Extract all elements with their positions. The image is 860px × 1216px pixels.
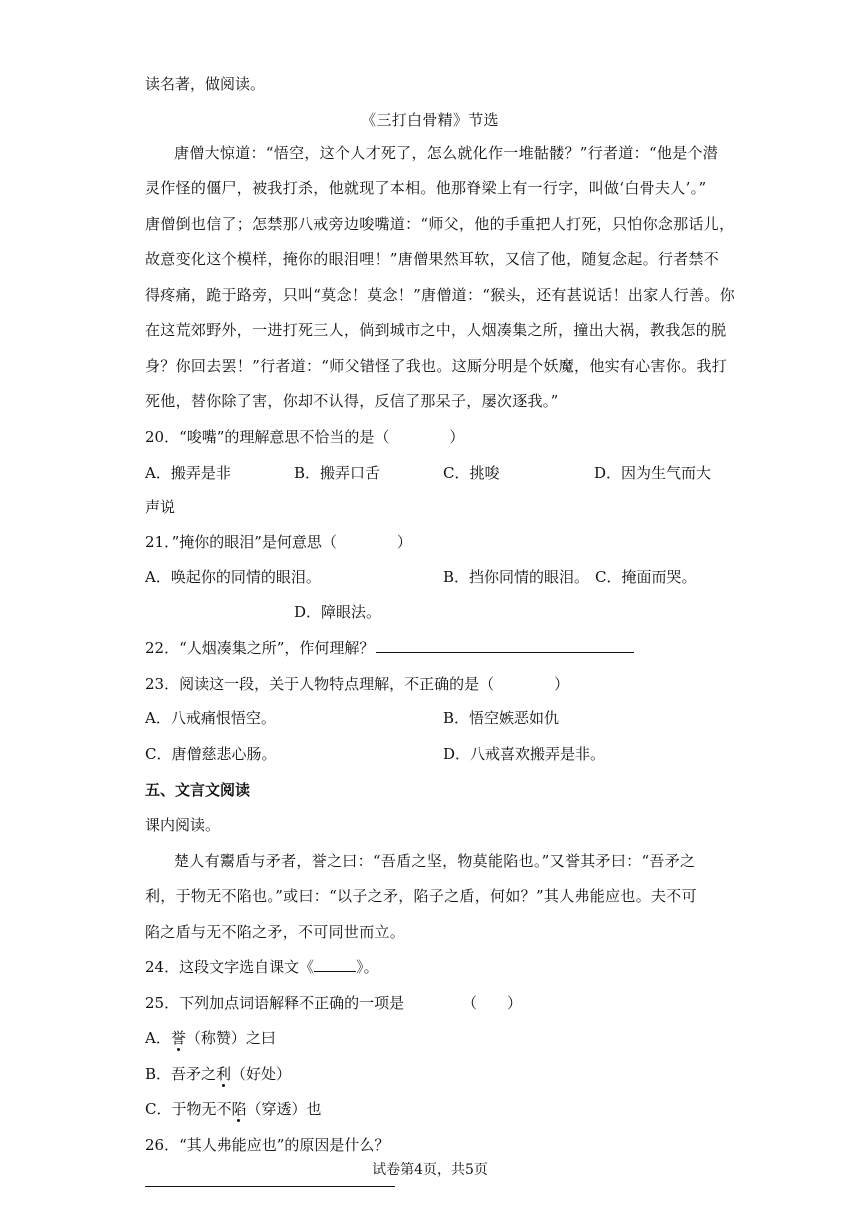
q20-option-d[interactable]: D．因为生气而大 (594, 464, 712, 482)
q23-option-c[interactable]: C．唐僧慈悲心肠。 (145, 745, 277, 763)
page-footer: 试卷第4页，共5页 (372, 1162, 488, 1178)
passage-line: 灵作怪的僵尸，被我打杀，他就现了本相。他那脊梁上有一行字，叫做‘白骨夫人’。” (145, 179, 707, 197)
passage-title: 《三打白骨精》节选 (361, 111, 499, 129)
q24-answer-blank[interactable] (314, 957, 356, 972)
q21-option-a[interactable]: A．唤起你的同情的眼泪。 (145, 568, 321, 586)
section-5-heading: 五、文言文阅读 (145, 781, 251, 799)
passage-line: 故意变化这个模样，掩你的眼泪哩！”唐僧果然耳软，又信了他，随复念起。行者禁不 (145, 250, 720, 268)
q21-option-d[interactable]: D．障眼法。 (294, 603, 382, 621)
question-23-stem: 23．阅读这一段，关于人物特点理解，不正确的是（ ） (145, 675, 570, 693)
q25-b-suffix: （好处） (231, 1065, 292, 1083)
emphasis-dot-word: 陷 (231, 1100, 247, 1118)
passage-line: 身？你回去罢！”行者道：“师父错怪了我也。这厮分明是个妖魔，他实有心害你。我打 (145, 357, 728, 375)
emphasis-dot-word: 利 (216, 1065, 232, 1083)
passage-line: 得疼痛，跪于路旁，只叫“莫念！莫念！”唐僧道：“猴头，还有甚说话！出家人行善。你 (145, 286, 736, 304)
q25-option-a[interactable] (145, 1028, 276, 1048)
q21-option-c[interactable]: C．掩面而哭。 (595, 568, 697, 586)
passage-line: 唐僧倒也信了；怎禁那八戒旁边唆嘴道：“师父，他的手重把人打死，只怕你念那话儿， (145, 215, 735, 233)
passage-line: 死他，替你除了害，你却不认得，反信了那呆子，屡次逐我。” (145, 392, 559, 410)
question-25-stem: 25．下列加点词语解释不正确的一项是 (145, 994, 405, 1012)
classical-text-line: 利，于物无不陷也。”或曰：“以子之矛，陷子之盾，何如？”其人弗能应也。夫不可 (145, 887, 697, 905)
q23-option-a[interactable]: A．八戒痛恨悟空。 (145, 709, 276, 727)
q25-c-prefix: C．于物无不 (145, 1100, 232, 1118)
emphasis-dot-word: 誉 (170, 1029, 186, 1047)
q25-a-suffix: （称赞）之曰 (185, 1029, 276, 1047)
question-26-stem: 26．“其人弗能应也”的原因是什么？ (145, 1136, 390, 1154)
question-24 (145, 957, 379, 977)
q25-paren: （ ） (462, 994, 523, 1012)
q25-c-suffix: （穿透）也 (246, 1100, 322, 1118)
q24-stem-end: 》。 (356, 958, 379, 976)
q20-option-a[interactable]: A．搬弄是非 (145, 464, 231, 482)
question-21-stem: 21．”掩你的眼泪”是何意思（ ） (145, 533, 412, 551)
q20-option-b[interactable]: B．搬弄口舌 (294, 464, 381, 482)
question-20-stem: 20．“唆嘴”的理解意思不恰当的是（ ） (145, 428, 465, 446)
q26-answer-line[interactable] (145, 1186, 395, 1187)
q23-option-b[interactable]: B．悟空嫉恶如仇 (443, 709, 560, 727)
classical-text-line: 楚人有鬻盾与矛者，誉之曰：“吾盾之坚，物莫能陷也。”又誉其矛曰：“吾矛之 (174, 852, 696, 870)
passage-line: 在这荒郊野外，一进打死三人，倘到城市之中，人烟凑集之所，撞出大祸，教我怎的脱 (145, 321, 727, 339)
q20-option-c[interactable]: C．挑唆 (443, 464, 500, 482)
q25-a-prefix: A． (145, 1029, 171, 1047)
section-5-subheading: 课内阅读。 (145, 816, 221, 834)
q22-stem: 22．“人烟凑集之所”，作何理解？ (145, 639, 375, 657)
intro-text: 读名著，做阅读。 (145, 75, 266, 93)
q25-option-c[interactable] (145, 1099, 322, 1119)
q24-stem: 24．这段文字选自课文《 (145, 958, 315, 976)
q25-option-b[interactable] (145, 1064, 291, 1084)
q21-option-b[interactable]: B．挡你同情的眼泪。 (443, 568, 590, 586)
classical-text-line: 陷之盾与无不陷之矛，不可同世而立。 (145, 923, 406, 941)
q22-answer-blank[interactable] (376, 638, 634, 653)
q20-option-d-continued: 声说 (145, 498, 176, 516)
q23-option-d[interactable]: D．八戒喜欢搬弄是非。 (443, 745, 606, 763)
question-22 (145, 638, 634, 658)
passage-line: 唐僧大惊道：“悟空，这个人才死了，怎么就化作一堆骷髅？”行者道：“他是个潜 (174, 144, 719, 162)
q25-b-prefix: B．吾矛之 (145, 1065, 217, 1083)
